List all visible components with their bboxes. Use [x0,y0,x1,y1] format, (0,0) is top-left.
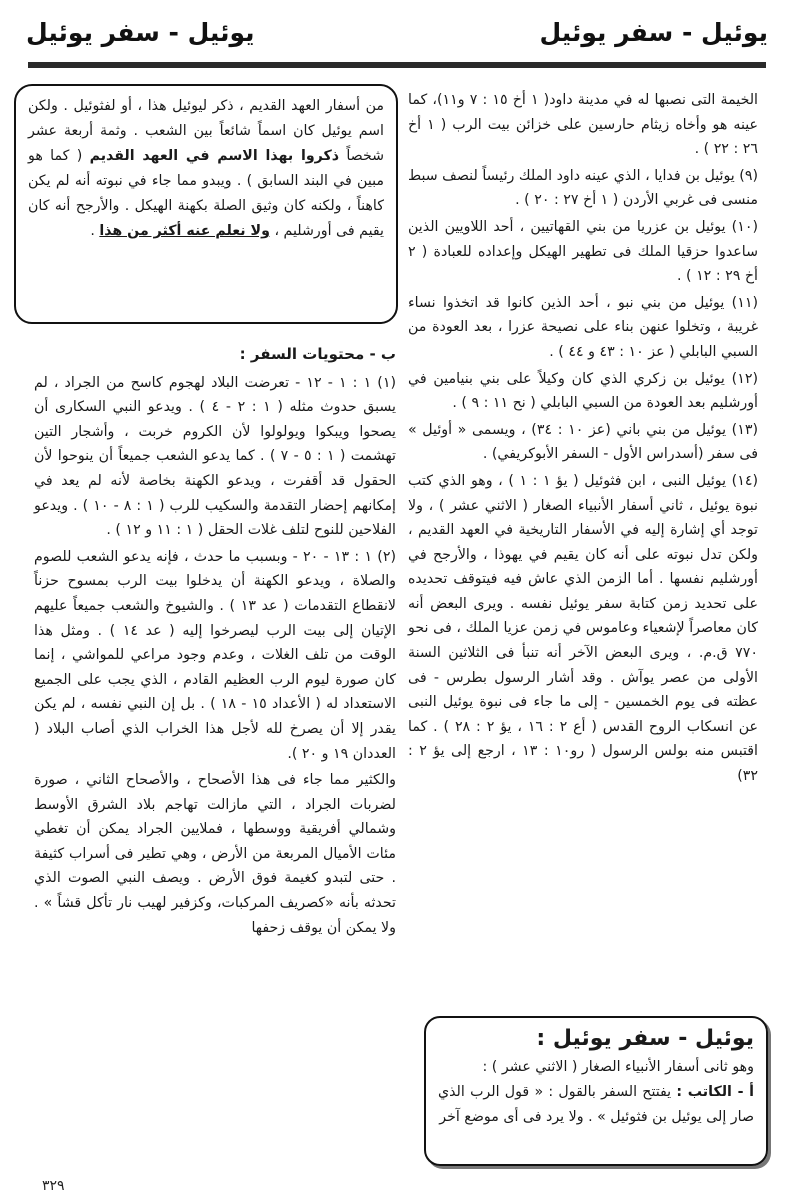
paragraph: والكثير مما جاء فى هذا الأصحاح ، والأصحاح الثاني ، صورة لضربات الجراد ، التي مازالت تهاجم بلاد الشرق الأوسط وشمالي أفريقية ووسطها ، فملايين الجراد يمكن أن تغطي مئات الأميال المربعة من الأرض ، وهي تطير فى أسراب كثيفة . حتى لتبدو كغيمة فوق الأرض . ويصف النبي الصوت الذي تحدثه بأنه «كصريف المركبات، وكزفير لهيب نار تأكل قشاً » . ولا يمكن أن يوقف زحفها [34,772,396,936]
paragraph: (١٤) يوئيل النبى ، ابن فثوئيل ( يؤ ١ : ١ ) ، وهو الذي كتب نبوة يوئيل ، ثاني أسفار الأنبياء الصغار ( الاثني عشر ) ، ولا توجد أي إشارة إليه في الأسفار التاريخية في العهد القديم ، ولكن تدل نبوته على أنه كان يقيم في يهوذا ، والأرجح في أورشليم نفسها . أما الزمن الذي عاش فيه فيتوقف تحديده على تحديد زمن كتابة سفر يوئيل نفسه . ويرى البعض أنه كان معاصراً لإشعياء وعاموس في زمن عزيا الملك ، فى نحو ٧٧٠ ق.م. ، ويرى البعض الآخر أنه تنبأ فى الثلاثين السنة الأولى من عصر يوآش . وقد أشار الرسول بطرس - فى عظته فى يوم الخمسين - إلى ما جاء فى نبوة يوئيل النبى عن انسكاب الروح القدس ( أع ٢ : ١٦ ، يؤ ٢ : ٢٨ ) . كما اقتبس منه بولس الرسول ( رو١٠ : ١٣ ، ارجع إلى يؤ ٢ : ٣٢) [408,472,759,785]
running-header-right: يوئيل - سفر يوئيل [539,18,768,47]
running-header-left: يوئيل - سفر يوئيل [26,18,255,47]
paragraph: (١٣) يوئيل من بني باني (عز ١٠ : ٣٤) ، ويسمى « أوئيل » فى سفر (أسدراس الأول - السفر الأبوكريفي) . [408,421,758,463]
box-line: ولكن اسم يوئيل كان اسماً شائعاً بين الشعب . وثمة [28,98,385,139]
paragraph: (١٠) يوئيل بن عزريا من بني القهاتيين ، أحد اللاويين الذين ساعدوا حزقيا الملك فى تطهير الهيكل وإعداده للعبادة ( ٢ أخ ٢٩ : ١٢ ) . [408,218,758,285]
box-line: من أسفار العهد القديم ، ذكر ليوئيل هذا ، أو لفثوئيل . [63,98,384,114]
right-column [408,88,758,791]
header-rule [28,62,766,68]
contents-section [34,342,396,942]
highlight-box [14,84,398,324]
paragraph: (٢) ١ : ١٣ - ٢٠ - وبسبب ما حدث ، فإنه يدعو الشعب للصوم والصلاة ، ويدعو الكهنة أن يدخلوا بيت الرب بمسوح حزناً لانقطاع التقدمات ( عد ١٣ ) . والشيوخ والشعب جميعاً عليهم الإتيان إلى بيت الرب ليصرخوا إليه ( عد ١٤ ) . ومثل هذا الوقت من تلف الغلات ، وعدم وجود مراعي للمواشي ، إنما كان صورة ليوم الرب العظيم القادم ، الذي يجب على الجميع الاستعداد له ( الأعداد ١٥ - ١٨ ) . بل إن النبي نفسه ، لم يكن يقدر إلا أن يصرخ لله لأجل هذا الخراب الذي أصاب البلاد ( العددان ١٩ و ٢٠ ). [34,548,397,762]
paragraph: (١) ١ : ١ - ١٢ - تعرضت البلاد لهجوم كاسح من الجراد ، لم يسبق حدوث مثله ( ١ : ٢ - ٤ ) . ويدعو النبي السكارى أن يصحوا ويبكوا ويولولوا لأن الكروم خربت ، وأشجار التين تهشمت ( ١ : ٥ - ٧ ) . كما يدعو الشعب جميعاً أن ينوحوا لأن الحقول قد أقفرت ، ويدعو الكهنة بخاصة لأنه لم يعد في إمكانهم إحضار التقدمة والسكيب للرب ( ١ : ٨ - ١٠ ) . ويدعو الفلاحين للنوح لتلف غلات الحقل ( ١ : ١١ و ١٢ ) . [34,374,396,539]
article-title: يوئيل - سفر يوئيل : [536,1026,754,1051]
article-heading-box [424,1016,768,1166]
box-bold-phrase: ذكروا بهذا الاسم في العهد القديم [89,148,340,164]
box-line: ( كما هو مبين في البند السابق ) . ويبدو مما جاء في نبوته أنه لم يكن كاهناً ، ولكنه كان وثيق الصلة بكهنة الهيكل . والأرجح أنه كان يقيم فى أورشليم ، [28,148,384,239]
paragraph: (٩) يوئيل بن فدايا ، الذي عينه داود الملك رئيساً لنصف سبط منسى فى غربي الأردن ( ١ أخ ٢٧ : ٢٠ ) . [408,167,758,209]
box-underlined-phrase: ولا نعلم عنه أكثر من هذا [99,223,270,239]
paragraph: (١٢) يوئيل بن زكري الذي كان وكيلاً على بني بنيامين في أورشليم بعد العودة من السبي البابلي ( نح ١١ : ٩ ) . [408,370,758,412]
item-label: أ - الكاتب : [676,1084,755,1100]
section-heading: ب - محتويات السفر : [239,345,396,363]
paragraph: الخيمة التى نصبها له في مدينة داود( ١ أخ ١٥ : ٧ و١١)، كما عينه هو وأخاه زيثام حارسين على خزائن بيت الرب ( ١ أخ ٢٦ : ٢٢ ) . [408,92,758,158]
page-number: ٣٢٩ [42,1178,65,1194]
box-line: أربعة عشر شخصاً [28,123,384,164]
article-item [438,1080,754,1130]
article-intro: وهو ثانى أسفار الأنبياء الصغار ( الاثني عشر ) : [482,1059,754,1075]
item-text: يفتتح السفر بالقول : « قول الرب الذي صار إلى يوئيل بن فثوئيل » . ولا يرد فى أى موضع آخر [438,1084,754,1125]
box-line-end: . [90,223,100,239]
paragraph: (١١) يوئيل من بني نبو ، أحد الذين كانوا قد اتخذوا نساء غريبة ، وتخلوا عنهن بناء على نصيحة عزرا ، بعد العودة من السبي البابلي ( عز ١٠ : ٤٣ و ٤٤ ) . [408,294,758,360]
